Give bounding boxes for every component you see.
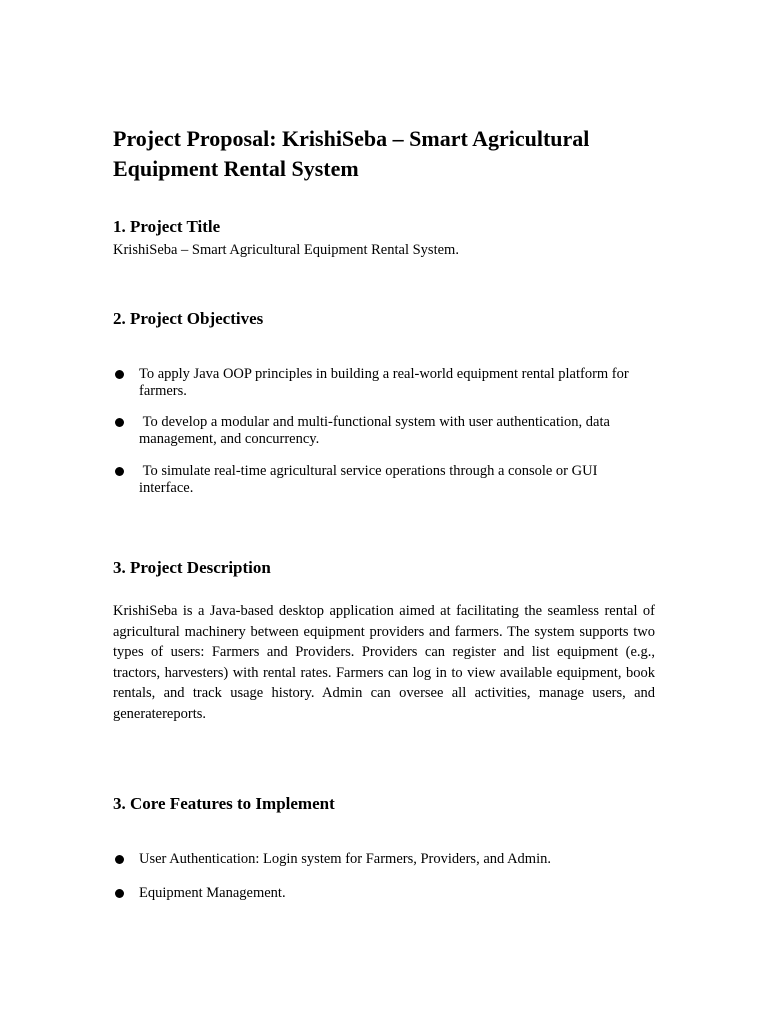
feature-text: User Authentication: Login system for Farmers, Providers, and Admin. [139,851,551,867]
bullet-icon [115,370,124,379]
document-title: Project Proposal: KrishiSeba – Smart Agricultural Equipment Rental System [113,126,590,181]
objective-text: To apply Java OOP principles in building a real-world equipment rental platform for farmers. [139,366,633,399]
section-heading-description: 3. Project Description [113,558,271,577]
feature-text: Equipment Management. [139,885,286,901]
objective-text: To develop a modular and multi-functional system with user authentication, data management, and concurrency. [139,414,614,447]
bullet-icon [115,467,124,476]
objective-text: To simulate real-time agricultural service operations through a console or GUI interface. [139,463,602,496]
section-heading-project-title: 1. Project Title [113,217,221,236]
bullet-icon [115,418,124,427]
bullet-icon [115,855,124,864]
project-title-text: KrishiSeba – Smart Agricultural Equipment Rental System. [113,242,459,258]
section-heading-objectives: 2. Project Objectives [113,309,264,328]
bullet-icon [115,889,124,898]
section-heading-core-features: 3. Core Features to Implement [113,794,335,813]
description-paragraph: KrishiSeba is a Java-based desktop application aimed at facilitating the seamless rental of agricultural machinery between equipment providers and farmers. The system supports two types of users: Farmers and Providers. Providers can register and list equipment (e.g., tractors, harvesters) with rental rates. Farmers can log in to view available equipment, book rentals, and track usage history. Admin can oversee all activities, manage users, and generatereports. [113,603,655,722]
